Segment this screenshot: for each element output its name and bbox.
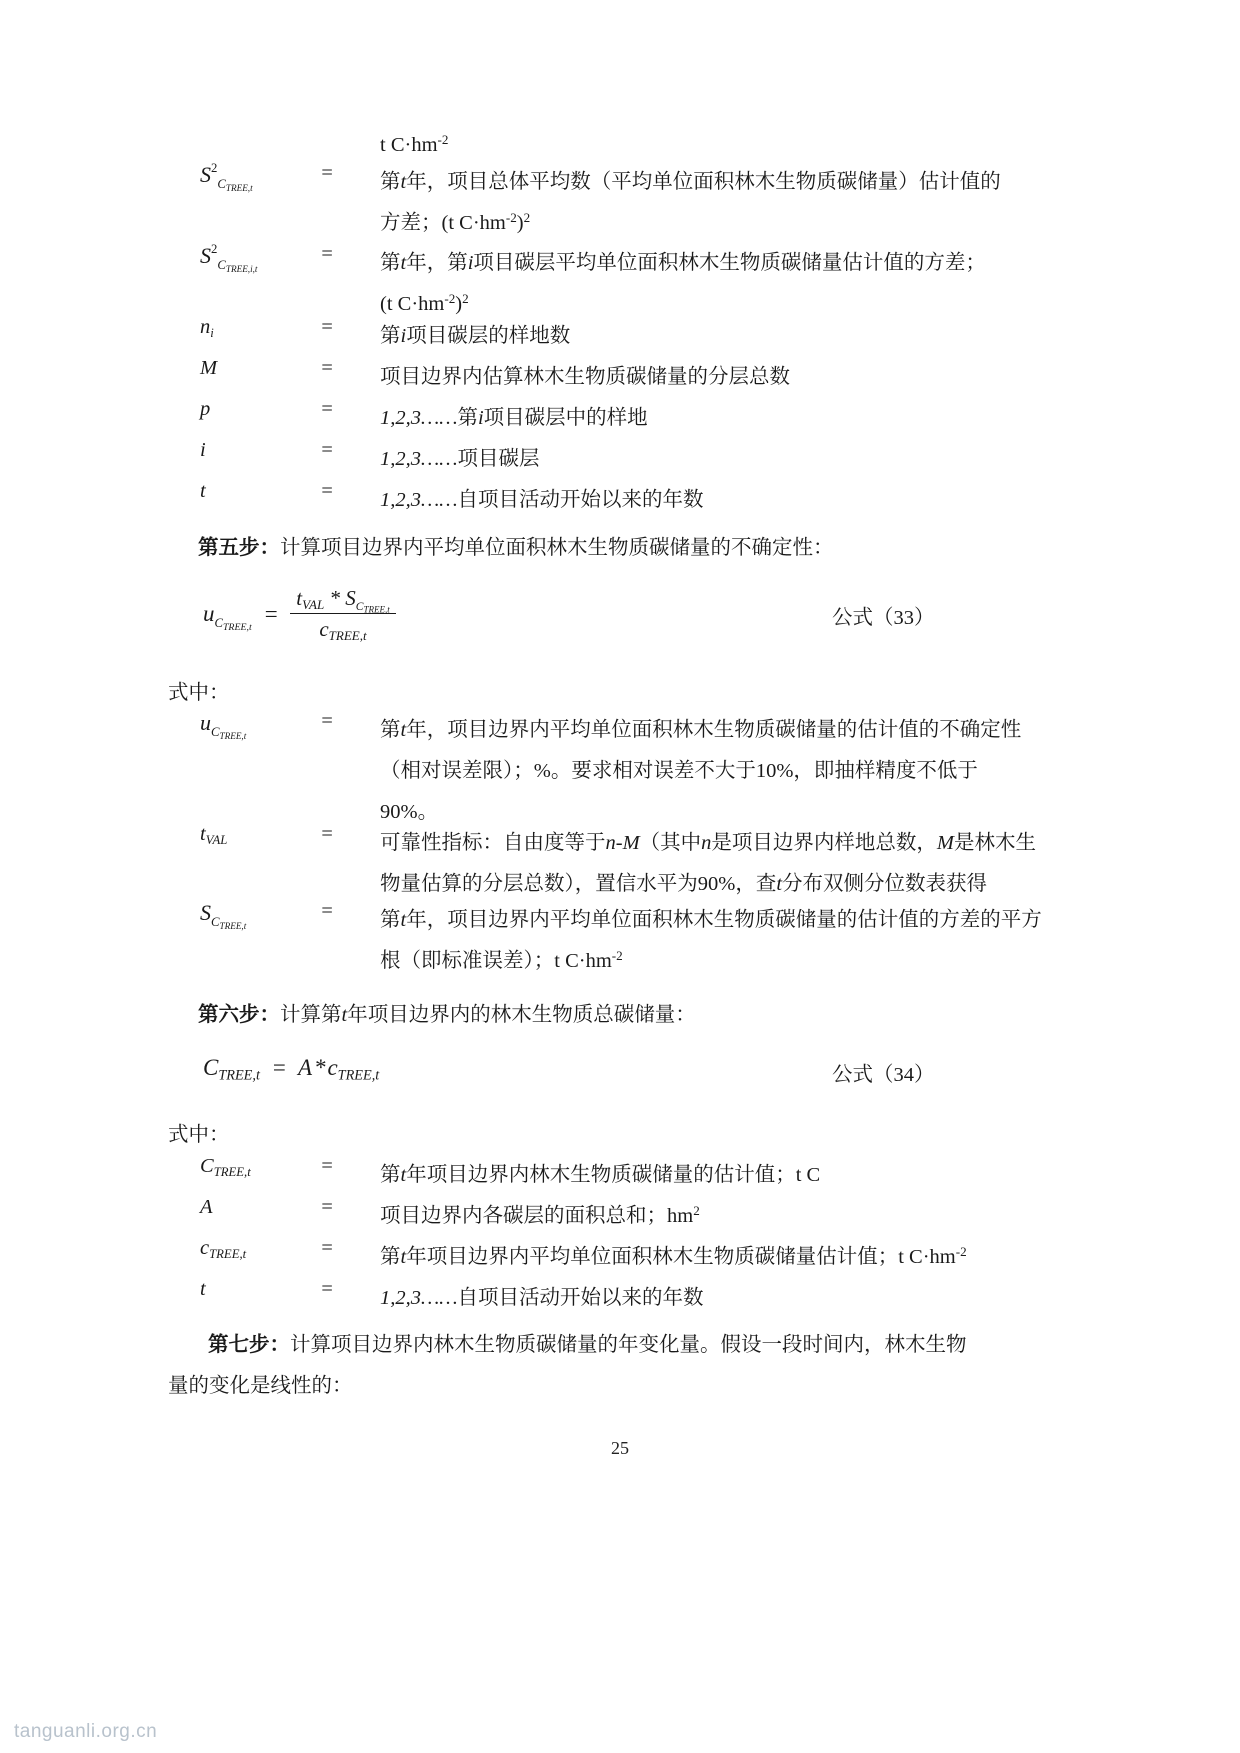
- equals-sign: =: [320, 316, 334, 338]
- step-seven-label: 第七步: [208, 1334, 270, 1356]
- equals-sign: =: [320, 710, 334, 732]
- definition-row-s2-ctree-t: [0, 162, 1051, 244]
- equals-sign: =: [320, 1278, 334, 1300]
- formula-34-rhs: A * $c_{TREE,t}$: [298, 1055, 380, 1084]
- symbol-s2-ctree-i-t: $S^2C_{TREE,i,t}$: [200, 242, 258, 274]
- step-six-heading: [198, 995, 696, 1036]
- equals-sign: =: [320, 439, 334, 461]
- definition-description: [380, 1237, 1017, 1278]
- formula-33-fraction: [290, 586, 395, 642]
- formula-33-numerator: $t_{VAL} * S_{C_{TREE,t}}$: [290, 586, 395, 614]
- definition-row-u-ctree-t: [0, 710, 1071, 833]
- equals-sign: =: [320, 1237, 334, 1259]
- equals-sign: =: [320, 1155, 334, 1177]
- formula-33-number: 公式（33）: [832, 607, 935, 629]
- desc-line-1: 第t年，项目边界内平均单位面积林木生物质碳储量的估计值的方差的平方: [380, 909, 1042, 931]
- formula-34-number: 公式（34）: [832, 1064, 935, 1086]
- definition-description: [380, 243, 1036, 325]
- watermark-text: tanguanli.org.cn: [14, 1721, 158, 1742]
- symbol-s-ctree-t: $SC_{TREE,t}$: [200, 900, 247, 931]
- symbol-c-tree-t: $C_{TREE,t}$: [200, 1155, 251, 1180]
- definition-row-c-tree-t: [0, 1155, 870, 1196]
- symbol-c-small-tree-t: $c_{TREE,t}$: [200, 1237, 247, 1262]
- step-seven-colon: ：: [269, 1334, 290, 1356]
- site-watermark: [14, 1721, 157, 1743]
- symbol-u-ctree-t: $uC_{TREE,t}$: [200, 710, 247, 741]
- symbol-i: i: [200, 439, 206, 461]
- definition-row-c-small-tree-t: [0, 1237, 1017, 1278]
- desc-line-1: 第t年项目边界内平均单位面积林木生物质碳储量估计值；t $C\cdot hm^{-2}$: [380, 1244, 967, 1268]
- desc-line-1: 1,2,3……自项目活动开始以来的年数: [380, 1287, 704, 1309]
- desc-line-2: 物量估算的分层总数），置信水平为90%，查t分布双侧分位数表获得: [380, 873, 988, 895]
- formula-33: [203, 588, 396, 644]
- step-six-colon: ：: [259, 1004, 280, 1026]
- definition-description: [380, 1155, 870, 1196]
- definition-row-t: [0, 480, 753, 521]
- shizhong-label-2: 式中：: [168, 1124, 230, 1146]
- definition-row-s-ctree-t: [0, 900, 1092, 982]
- desc-line-1: 第i项目碳层的样地数: [380, 325, 571, 347]
- definition-row-t-2: [0, 1278, 753, 1319]
- desc-line-1: 第t年项目边界内林木生物质碳储量的估计值；t C: [380, 1164, 821, 1186]
- definition-row-p: [0, 398, 698, 439]
- step-five-heading: [198, 528, 834, 569]
- desc-line-1: 1,2,3……第i项目碳层中的样地: [380, 407, 648, 429]
- equals-sign: =: [320, 398, 334, 420]
- symbol-t-2: t: [200, 1278, 206, 1300]
- symbol-n-i: $n_i$: [200, 316, 214, 341]
- symbol-t: t: [200, 480, 206, 502]
- symbol-s2-ctree-t: $S^2C_{TREE,t}$: [200, 161, 253, 193]
- step-seven-line-2: 量的变化是线性的：: [168, 1375, 353, 1397]
- desc-line-1: 项目边界内各碳层的面积总和；$hm^2$: [380, 1203, 700, 1227]
- desc-line-2: 方差；(t $C\cdot hm^{-2})^2$: [380, 210, 531, 234]
- definition-description: [380, 823, 1086, 905]
- equals-sign: =: [320, 900, 334, 922]
- formula-33-lhs: $u_{C_{TREE,t}}$: [203, 601, 252, 633]
- desc-line-2: 根（即标准误差）；t $C\cdot hm^{-2}$: [380, 948, 623, 972]
- step-six-text: 计算第t年项目边界内的林木生物质总碳储量：: [280, 1004, 696, 1026]
- page-number: 25: [611, 1438, 629, 1458]
- formula-33-denominator: $c_{TREE,t}$: [319, 617, 367, 644]
- unit-t-c-hm: t $C\cdot hm^{-2}$: [380, 132, 449, 156]
- desc-line-1: 第t年，项目总体平均数（平均单位面积林木生物质碳储量）估计值的: [380, 171, 1001, 193]
- equals-sign: =: [320, 480, 334, 502]
- top-unit-text: [380, 125, 498, 166]
- definition-description: [380, 439, 589, 480]
- step-five-label: 第五步: [198, 537, 260, 559]
- step-six-label: 第六步: [198, 1004, 260, 1026]
- definition-row-s2-ctree-i-t: [0, 243, 1036, 325]
- definition-description: [380, 398, 698, 439]
- step-seven-text-1: 计算项目边界内林木生物质碳储量的年变化量。假设一段时间内，林木生物: [290, 1334, 967, 1356]
- desc-line-1: 第t年，项目边界内平均单位面积林木生物质碳储量的估计值的不确定性: [380, 719, 1022, 741]
- desc-line-1: 1,2,3……自项目活动开始以来的年数: [380, 489, 704, 511]
- definition-description: [380, 1278, 753, 1319]
- definition-row-t-val: [0, 823, 1086, 905]
- equals-sign: =: [320, 162, 334, 184]
- desc-line-1: 1,2,3……项目碳层: [380, 448, 540, 470]
- equals-sign: =: [320, 823, 334, 845]
- definition-row-n-i: [0, 316, 620, 357]
- definition-description: [380, 162, 1051, 244]
- desc-line-2: （相对误差限）；%。要求相对误差不大于10%，即抽样精度不低于: [380, 760, 978, 782]
- formula-34: [203, 1055, 380, 1084]
- desc-line-3: 90%。: [380, 801, 439, 823]
- definition-description: [380, 900, 1092, 982]
- definition-description: [380, 710, 1071, 833]
- step-seven-line-1: [168, 1325, 1168, 1366]
- formula-34-equals: =: [265, 1055, 293, 1080]
- desc-line-1: 可靠性指标：自由度等于n-M（其中n是项目边界内样地总数，M是林木生: [380, 832, 1036, 854]
- definition-description: [380, 480, 753, 521]
- definition-description: [380, 316, 620, 357]
- continued-unit-row: [0, 125, 498, 166]
- formula-33-equals: =: [257, 601, 285, 627]
- definition-description: 项目边界内估算林木生物质碳储量的分层总数: [380, 366, 790, 388]
- equals-sign: =: [320, 1196, 334, 1218]
- definition-row-a: [0, 1196, 750, 1237]
- symbol-t-val: $t_{VAL}$: [200, 823, 228, 848]
- step-seven-paragraph: [168, 1325, 1168, 1407]
- shizhong-label-1: 式中：: [168, 682, 230, 704]
- equals-sign: =: [320, 243, 334, 265]
- step-five-text: 计算项目边界内平均单位面积林木生物质碳储量的不确定性：: [280, 537, 834, 559]
- definition-description: [380, 1196, 750, 1237]
- symbol-m: M: [200, 357, 218, 379]
- step-five-colon: ：: [259, 537, 280, 559]
- desc-line-2: (t $C\cdot hm^{-2})^2$: [380, 291, 469, 315]
- symbol-a: A: [200, 1196, 213, 1218]
- formula-34-lhs: $C_{TREE,t}$: [203, 1055, 260, 1084]
- desc-line-1: 第t年，第i项目碳层平均单位面积林木生物质碳储量估计值的方差；: [380, 252, 986, 274]
- definition-row-i: [0, 439, 589, 480]
- definition-row-m: [0, 357, 840, 398]
- equals-sign: =: [320, 357, 334, 379]
- symbol-p: p: [200, 398, 211, 420]
